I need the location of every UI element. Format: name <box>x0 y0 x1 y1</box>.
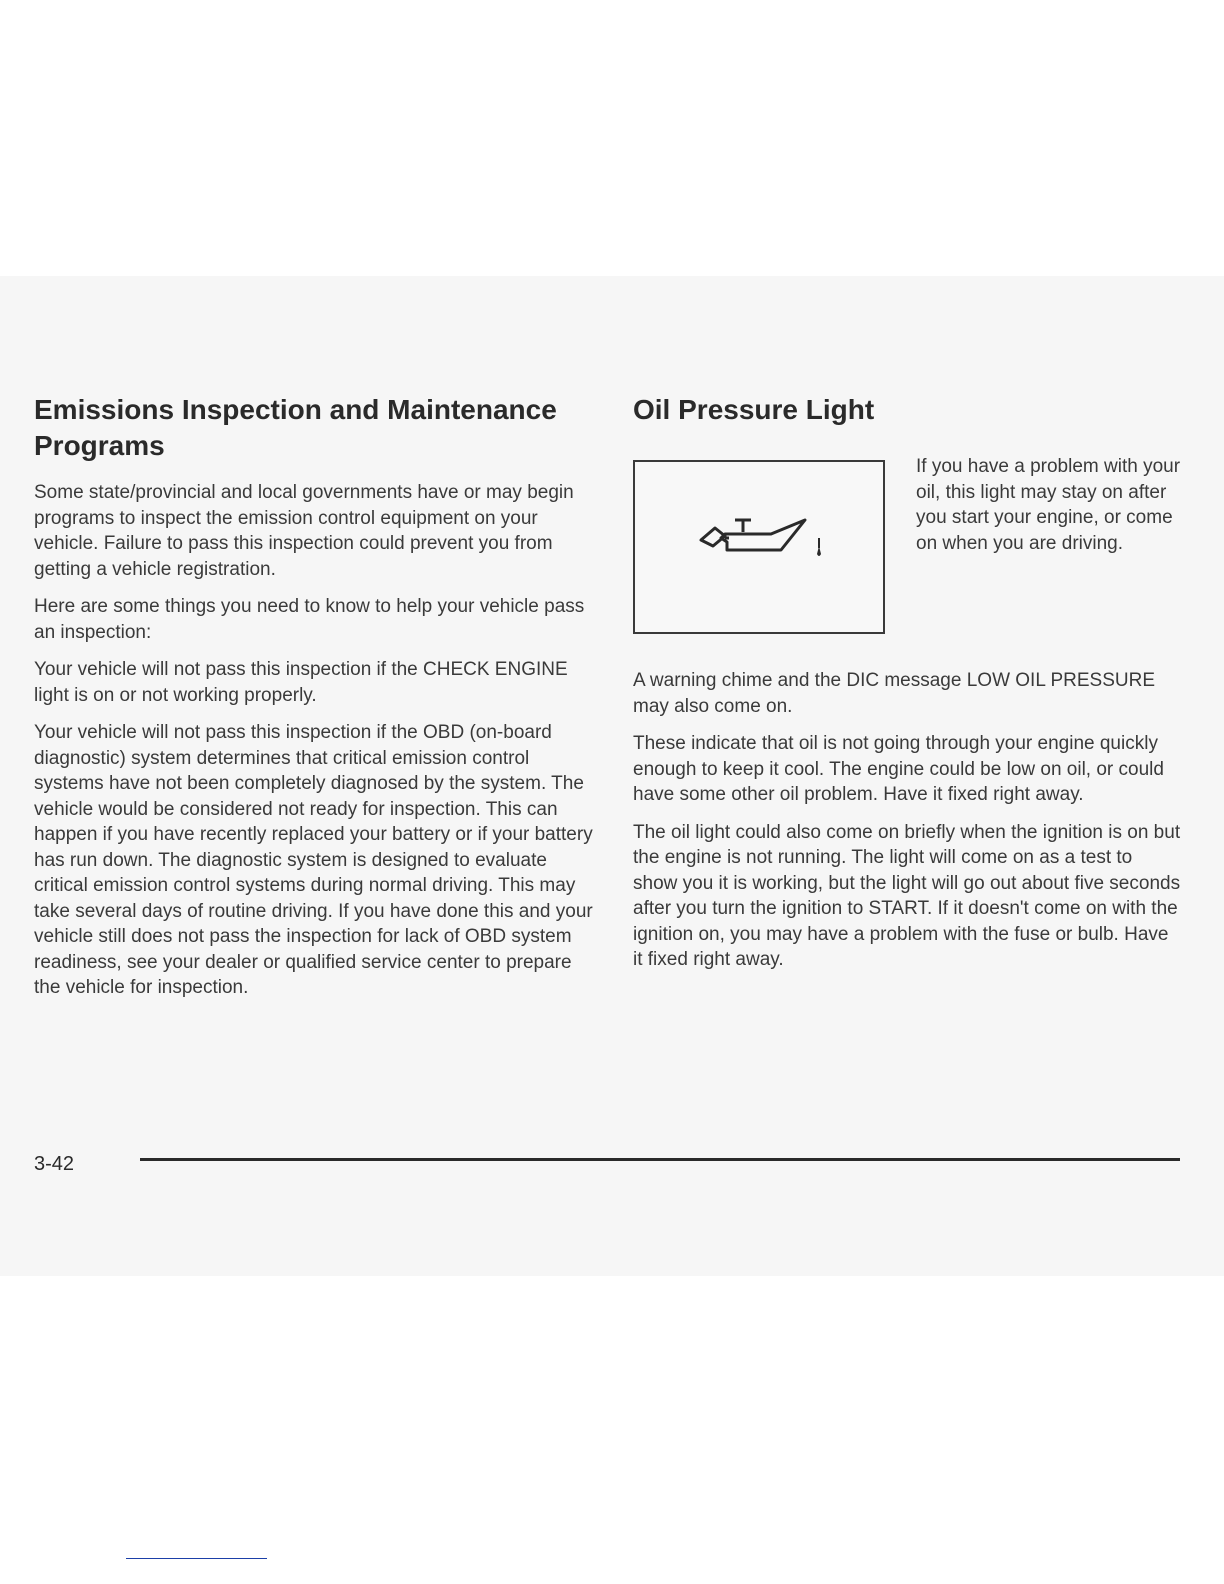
oil-pressure-body <box>633 668 1181 985</box>
emissions-paragraph-1: Some state/provincial and local governments have or may begin programs to inspect the emission control equipment on your vehicle. Failure to pass this inspection could prevent you from getting a vehicle registration. <box>34 482 574 580</box>
oil-pressure-intro: If you have a problem with your oil, this light may stay on after you start your engine, or come on when you are driving. <box>916 456 1181 554</box>
oil-pressure-title: Oil Pressure Light <box>633 394 875 425</box>
oil-pressure-paragraph-2: These indicate that oil is not going through your engine quickly enough to keep it cool. The engine could be low on oil, or could have some other oil problem. Have it fixed right away. <box>633 733 1164 805</box>
emissions-section <box>34 392 594 1013</box>
oil-can-icon <box>695 514 825 570</box>
emissions-paragraph-2: Here are some things you need to know to help your vehicle pass an inspection: <box>34 596 585 643</box>
link-underline <box>126 1558 267 1559</box>
page-number: 3-42 <box>34 1153 75 1175</box>
oil-pressure-paragraph-1: A warning chime and the DIC message LOW OIL PRESSURE may also come on. <box>633 670 1156 717</box>
emissions-title: Emissions Inspection and Maintenance Programs <box>34 394 557 461</box>
emissions-paragraph-3: Your vehicle will not pass this inspection if the CHECK ENGINE light is on or not working properly. <box>34 659 568 706</box>
footer-divider <box>140 1158 1180 1161</box>
oil-light-illustration <box>633 460 885 634</box>
oil-pressure-paragraph-3: The oil light could also come on briefly when the ignition is on but the engine is not running. The light will come on as a test to show you it is working, but the light will go out about five seconds after you turn the ignition to START. If it doesn't come on with the ignition on, you may have a problem with the fuse or bulb. Have it fixed right away. <box>633 821 1181 970</box>
emissions-paragraph-4: Your vehicle will not pass this inspection if the OBD (on-board diagnostic) system determines that critical emission control systems have not been completely diagnosed by the system. The vehicle would be considered not ready for inspection. This can happen if you have recently replaced your battery or if your battery has run down. The diagnostic system is designed to evaluate critical emission control systems during normal driving. This may take several days of routine driving. If you have done this and your vehicle still does not pass the inspection for lack of OBD system readiness, see your dealer or qualified service center to prepare the vehicle for inspection. <box>34 722 593 998</box>
oil-pressure-section <box>633 392 1181 970</box>
